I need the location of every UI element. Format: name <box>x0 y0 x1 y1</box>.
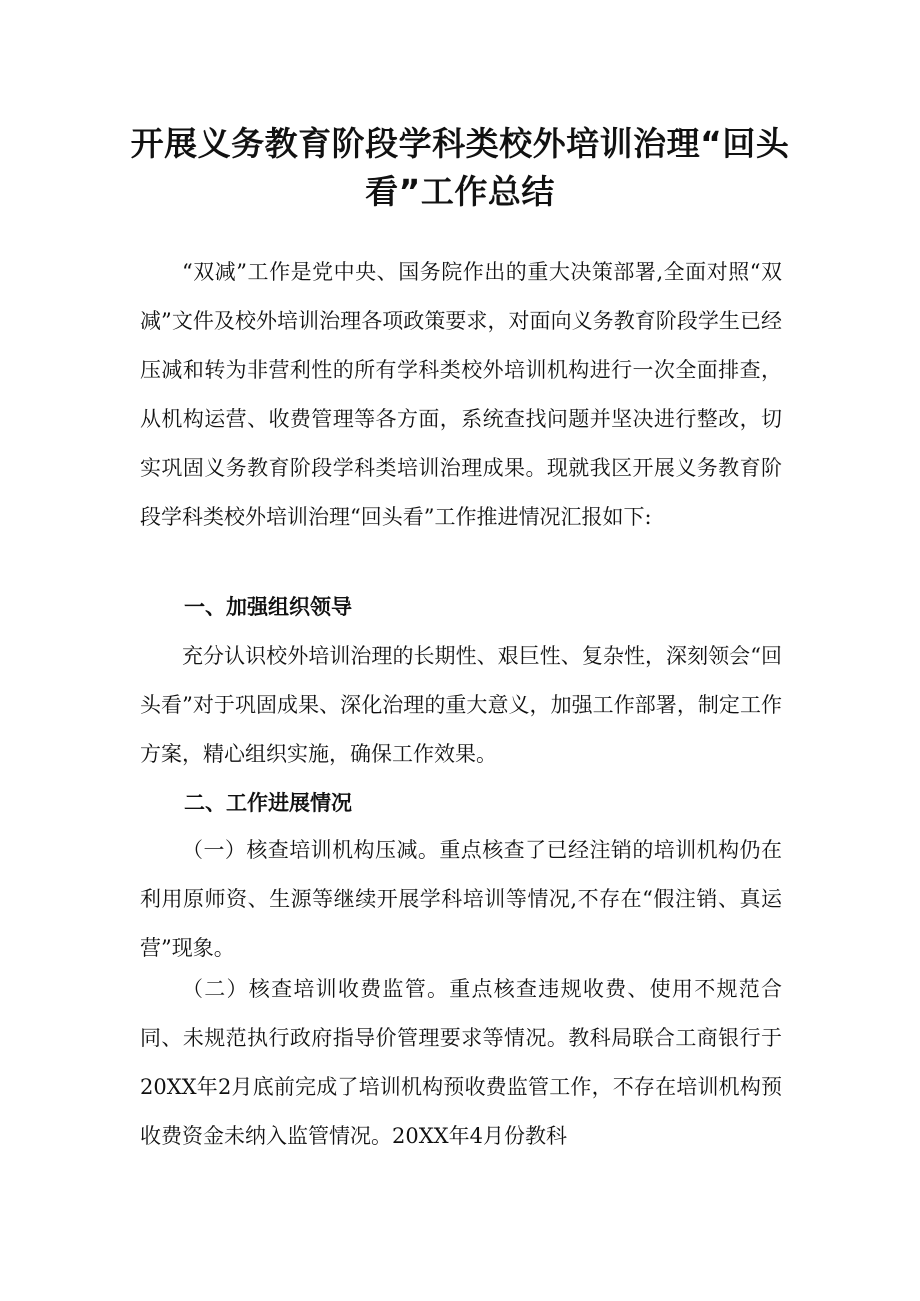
section-heading-progress: 二、工作进展情况 <box>184 791 352 815</box>
section1-paragraph: 充分认识校外培训治理的长期性、艰巨性、复杂性，深刻领会“回头看”对于巩固成果、深化治理的重大意义，加强工作部署，制定工作方案，精心组织实施，确保工作效果。 <box>140 644 782 766</box>
document-title: 开展义务教育阶段学科类校外培训治理“回头看”工作总结 <box>130 124 790 211</box>
section-heading-organization: 一、加强组织领导 <box>184 595 352 619</box>
progress-item-institution-reduction: （一）核查培训机构压减。重点核查了已经注销的培训机构仍在利用原师资、生源等继续开展学科培训等情况,不存在“假注销、真运营”现象。 <box>140 838 782 960</box>
progress-item-fee-supervision: （二）核查培训收费监管。重点核查违规收费、使用不规范合同、未规范执行政府指导价管理要求等情况。教科局联合工商银行于20XX年2月底前完成了培训机构预收费监管工作，不存在培训机构预收费资金未纳入监管情况。20XX年4月份教科 <box>140 977 782 1148</box>
intro-paragraph: “双减”工作是党中央、国务院作出的重大决策部署,全面对照“双减”文件及校外培训治理各项政策要求，对面向义务教育阶段学生已经压减和转为非营利性的所有学科类校外培训机构进行一次全面排查，从机构运营、收费管理等各方面，系统查找问题并坚决进行整改，切实巩固义务教育阶段学科类培训治理成果。现就我区开展义务教育阶段学科类校外培训治理“回头看”工作推进情况汇报如下: <box>140 260 782 529</box>
